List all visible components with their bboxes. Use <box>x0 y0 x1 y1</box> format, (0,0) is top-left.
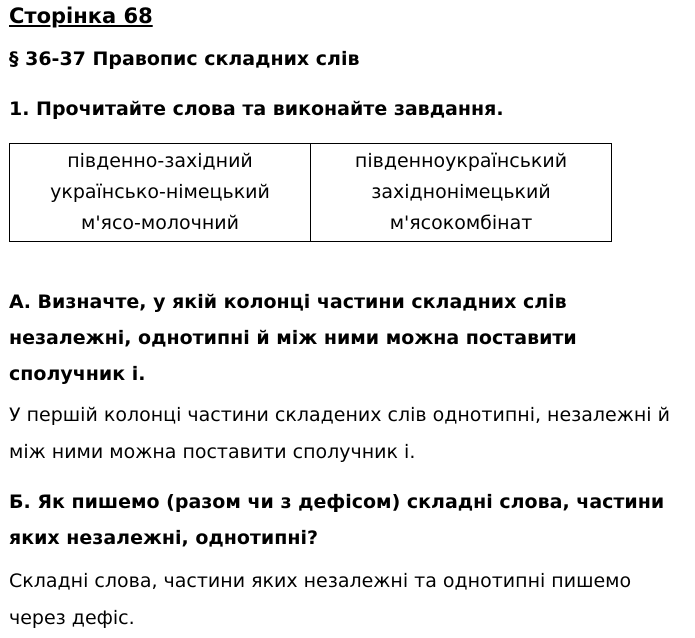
question-a: А. Визначте, у якій колонці частини складних слів незалежні, однотипні й між ними можна поставити сполучник і. <box>9 291 577 385</box>
word: південно-західний <box>67 150 253 172</box>
column-1 <box>10 144 311 242</box>
word: українсько-німецький <box>50 181 270 203</box>
word: м'ясо-молочний <box>81 212 239 234</box>
task-heading: 1. Прочитайте слова та виконайте завдання. <box>9 98 504 120</box>
section-heading: § 36-37 Правопис складних слів <box>9 48 360 70</box>
column-2 <box>311 144 612 242</box>
answer-b: Складні слова, частини яких незалежні та однотипні пишемо через дефіс. <box>9 570 632 629</box>
answer-a: У першій колонці частини складених слів однотипні, незалежні й між ними можна поставити сполучник і. <box>9 404 670 463</box>
word: м'ясокомбінат <box>389 212 533 234</box>
word: західнонімецький <box>371 181 551 203</box>
page-title: Сторінка 68 <box>9 4 153 28</box>
words-table <box>9 143 612 242</box>
question-b: Б. Як пишемо (разом чи з дефісом) складні слова, частини яких незалежні, однотипні? <box>9 491 665 549</box>
word: південноукраїнський <box>354 150 568 172</box>
